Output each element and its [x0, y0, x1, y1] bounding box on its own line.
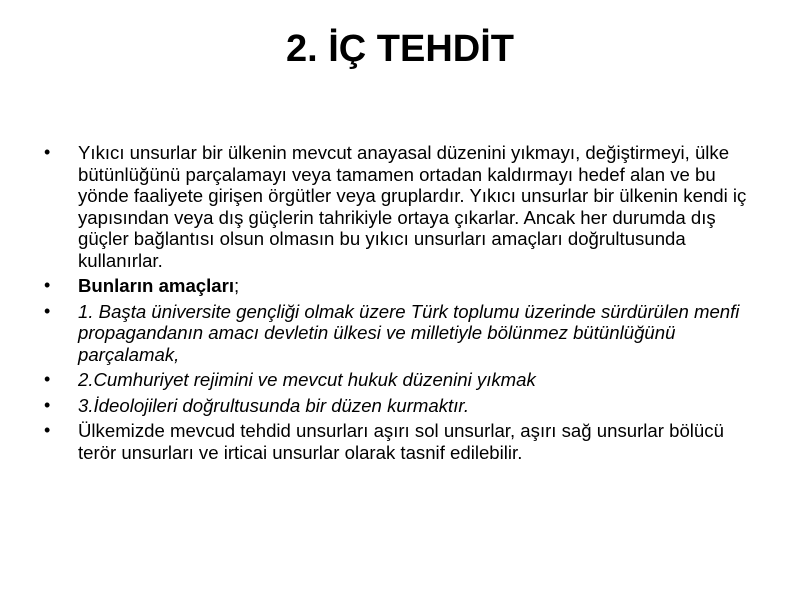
- bullet-item-classification: [40, 420, 760, 463]
- bullet-item-aim-1: [40, 301, 760, 366]
- bullet-text: 3.İdeolojileri doğrultusunda bir düzen kurmaktır.: [78, 394, 470, 416]
- bullet-text: 2.Cumhuriyet rejimini ve mevcut hukuk düzenini yıkmak: [78, 369, 536, 390]
- bullet-icon: •: [44, 300, 51, 321]
- bullet-icon: •: [44, 275, 51, 295]
- bullet-icon: •: [44, 420, 51, 440]
- bullet-item-aim-2: [40, 369, 760, 391]
- bullet-icon: •: [44, 142, 51, 162]
- bullet-text: 1. Başta üniversite gençliği olmak üzere Türk toplumu üzerinde sürdürülen menfi propagandanın amacı devletin ülkesi ve milletiyle bölünmez bütünlüğünü parçalamak,: [78, 300, 740, 365]
- bullet-icon: •: [44, 369, 51, 389]
- bullet-item-aim-3: [40, 395, 760, 417]
- slide-title: 2. İÇ TEHDİT: [285, 28, 515, 70]
- bullet-suffix: ;: [234, 275, 240, 296]
- bullet-item-definition: [40, 142, 760, 271]
- bullet-text: Yıkıcı unsurlar bir ülkenin mevcut anayasal düzenini yıkmayı, değiştirmeyi, ülke bütünlüğünü parçalamayı veya tamamen ortadan kaldırmayı hedef alan ve bu yönde faaliyete girişen örgütler veya gruplardır. Yıkıcı unsurlar bir ülkenin kendi iç yapısından veya dış güçlerin tahrikiyle ortaya çıkarlar. Ancak her durumda dış güçler bağlantısı olsun olmasın bu yıkıcı unsurları amaçları doğrultusunda kullanırlar.: [78, 142, 747, 271]
- bullet-item-aims-heading: [40, 275, 760, 297]
- bullet-bold-text: Bunların amaçları: [78, 275, 235, 296]
- bullet-icon: •: [44, 394, 51, 415]
- bullet-list: [40, 142, 760, 467]
- bullet-text: Ülkemizde mevcud tehdid unsurları aşırı sol unsurlar, aşırı sağ unsurlar bölücü terör unsurları ve irticai unsurlar olarak tasnif edilebilir.: [78, 420, 724, 463]
